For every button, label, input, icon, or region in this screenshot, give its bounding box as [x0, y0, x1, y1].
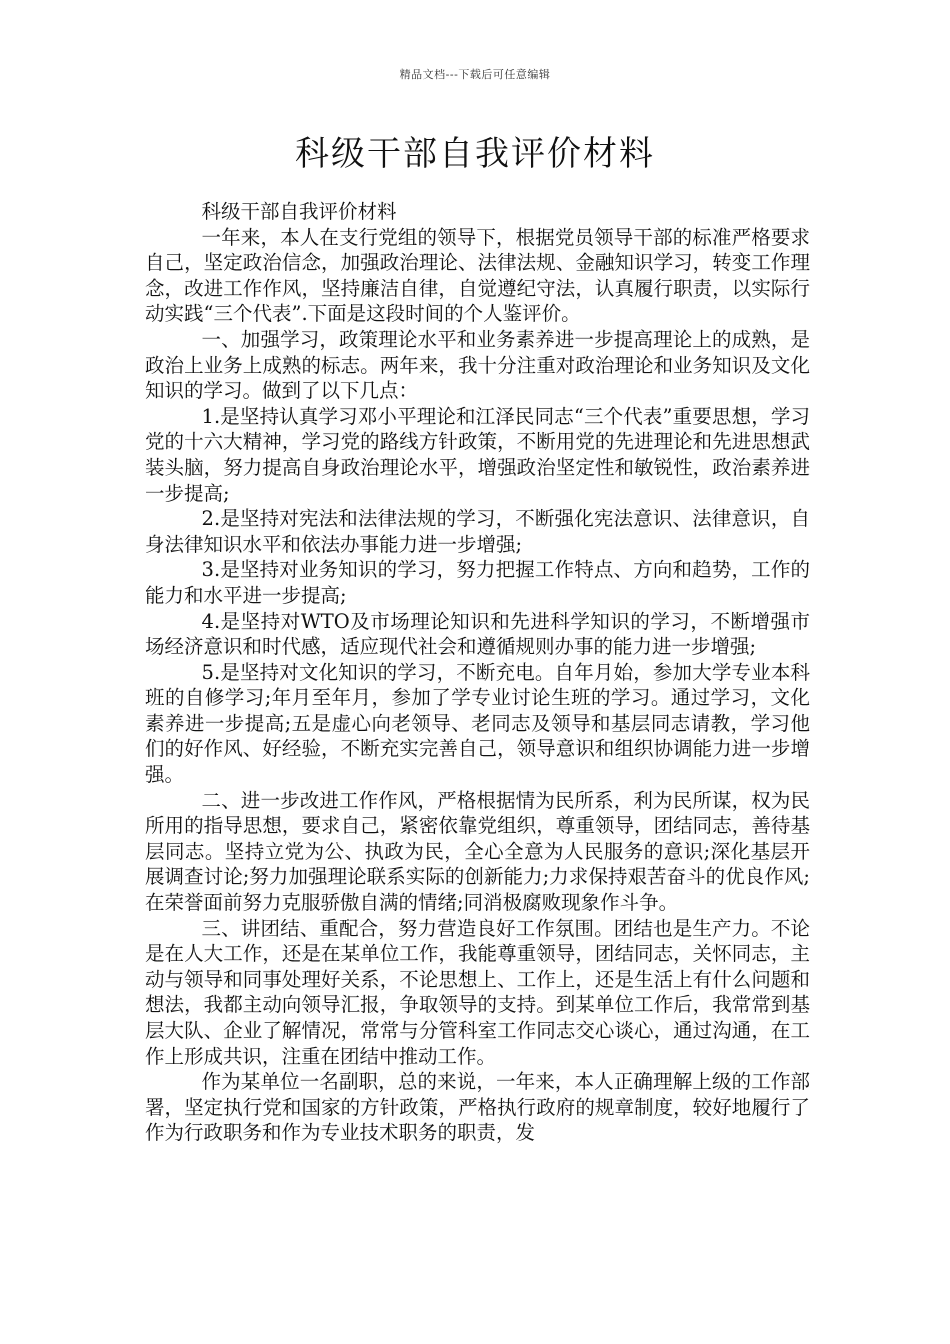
paragraph-intro: 一年来，本人在支行党组的领导下，根据党员领导干部的标准严格要求自己，坚定政治信念，加强政治理论、法律法规、金融知识学习，转变工作理念，改进工作作风，坚持廉洁自律，自觉遵纪守法，认真履行职责，以实际行动实践“三个代表”.下面是这段时间的个人鉴评价。: [145, 225, 810, 326]
document-body: [145, 199, 810, 1146]
paragraph-section-2: 二、进一步改进工作作风，严格根据情为民所系，利为民所谋，权为民所用的指导思想，要求自己，紧密依靠党组织，尊重领导，团结同志，善待基层同志。坚持立党为公、执政为民，全心全意为人民服务的意识;深化基层开展调查讨论;努力加强理论联系实际的创新能力;力求保持艰苦奋斗的优良作风;在荣誉面前努力克服骄傲自满的情绪;同消极腐败现象作斗争。: [145, 788, 810, 915]
paragraph-item-2: 2.是坚持对宪法和法律法规的学习，不断强化宪法意识、法律意识，自身法律知识水平和依法办事能力进一步增强;: [145, 507, 810, 556]
paragraph-subtitle: 科级干部自我评价材料: [201, 200, 397, 223]
document-title: 科级干部自我评价材料: [295, 134, 655, 174]
paragraph-summary: 作为某单位一名副职，总的来说，一年来，本人正确理解上级的工作部署，坚定执行党和国家的方针政策，严格执行政府的规章制度，较好地履行了作为行政职务和作为专业技术职务的职责，发: [145, 1070, 810, 1145]
paragraph-section-3: 三、讲团结、重配合，努力营造良好工作氛围。团结也是生产力。不论是在人大工作，还是在某单位工作，我能尊重领导，团结同志，关怀同志，主动与领导和同事处理好关系，不论思想上、工作上，还是生活上有什么问题和想法，我都主动向领导汇报，争取领导的支持。到某单位工作后，我常常到基层大队、企业了解情况，常常与分管科室工作同志交心谈心，通过沟通，在工作上形成共识，注重在团结中推动工作。: [145, 916, 810, 1068]
paragraph-item-5: 5.是坚持对文化知识的学习，不断充电。自年月始，参加大学专业本科班的自修学习;年月至年月，参加了学专业讨论生班的学习。通过学习，文化素养进一步提高;五是虚心向老领导、老同志及领导和基层同志请教，学习他们的好作风、好经验，不断充实完善自己，领导意识和组织协调能力进一步增强。: [145, 660, 810, 787]
paragraph-item-4: 4.是坚持对WTO及市场理论知识和先进科学知识的学习，不断增强市场经济意识和时代感，适应现代社会和遵循规则办事的能力进一步增强;: [145, 609, 810, 659]
page-header-note: 精品文档---下载后可任意编辑: [399, 68, 551, 81]
paragraph-section-1: 一、加强学习，政策理论水平和业务素养进一步提高理论上的成熟，是政治上业务上成熟的标志。两年来，我十分注重对政治理论和业务知识及文化知识的学习。做到了以下几点：: [145, 327, 810, 403]
paragraph-item-1: 1.是坚持认真学习邓小平理论和江泽民同志“三个代表”重要思想，学习党的十六大精神，学习党的路线方针政策，不断用党的先进理论和先进思想武装头脑，努力提高自身政治理论水平，增强政治坚定性和敏锐性，政治素养进一步提高;: [145, 404, 810, 505]
paragraph-item-3: 3.是坚持对业务知识的学习，努力把握工作特点、方向和趋势，工作的能力和水平进一步提高;: [145, 558, 810, 607]
